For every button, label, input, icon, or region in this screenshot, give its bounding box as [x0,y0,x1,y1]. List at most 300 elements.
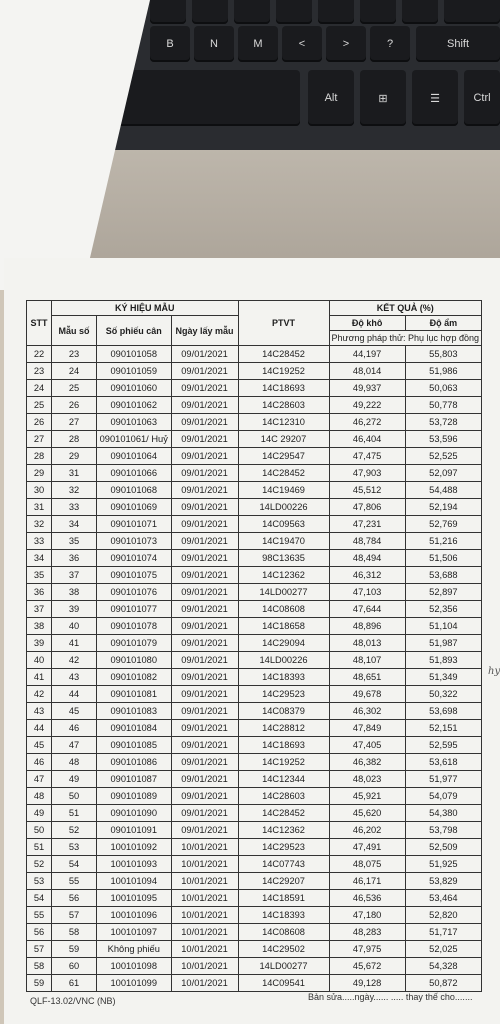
cell-ngay-lay-mau: 09/01/2021 [171,499,238,516]
cell-do-am: 53,688 [405,567,481,584]
table-row [27,924,482,941]
cell-so-phieu-can: 090101069 [97,499,172,516]
table-row [27,431,482,448]
cell-so-phieu-can: 090101068 [97,482,172,499]
cell-ngay-lay-mau: 09/01/2021 [171,822,238,839]
cell-mau-so: 41 [52,635,97,652]
cell-do-am: 51,349 [405,669,481,686]
cell-mau-so: 57 [52,907,97,924]
cell-stt: 38 [27,618,52,635]
cell-ptvt: 14C12362 [238,822,329,839]
cell-ptvt: 14LD00277 [238,584,329,601]
key-greater-than: > [326,26,366,62]
cell-do-kho: 47,180 [329,907,405,924]
cell-do-kho: 47,103 [329,584,405,601]
cell-do-kho: 49,128 [329,975,405,992]
cell-do-kho: 46,404 [329,431,405,448]
key-question: ? [370,26,410,62]
cell-stt: 26 [27,414,52,431]
cell-ngay-lay-mau: 10/01/2021 [171,975,238,992]
cell-ngay-lay-mau: 09/01/2021 [171,482,238,499]
cell-do-am: 50,322 [405,686,481,703]
cell-so-phieu-can: 090101063 [97,414,172,431]
cell-do-kho: 46,382 [329,754,405,771]
table-row [27,958,482,975]
cell-do-kho: 45,921 [329,788,405,805]
table-row [27,414,482,431]
cell-do-kho: 49,678 [329,686,405,703]
cell-ptvt: 14C12344 [238,771,329,788]
cell-so-phieu-can: 090101061/ Huỷ [97,431,172,448]
cell-ngay-lay-mau: 10/01/2021 [171,941,238,958]
cell-ptvt: 14C28603 [238,788,329,805]
cell-stt: 43 [27,703,52,720]
key-blank-6 [360,0,396,24]
cell-stt: 31 [27,499,52,516]
cell-so-phieu-can: 090101066 [97,465,172,482]
cell-do-kho: 44,197 [329,346,405,363]
cell-ngay-lay-mau: 10/01/2021 [171,890,238,907]
cell-ptvt: 14C19470 [238,533,329,550]
cell-so-phieu-can: 090101086 [97,754,172,771]
cell-do-am: 53,618 [405,754,481,771]
cell-mau-so: 23 [52,346,97,363]
cell-mau-so: 26 [52,397,97,414]
cell-ngay-lay-mau: 09/01/2021 [171,584,238,601]
cell-so-phieu-can: 090101077 [97,601,172,618]
cell-stt: 33 [27,533,52,550]
cell-so-phieu-can: 100101094 [97,873,172,890]
cell-do-am: 52,897 [405,584,481,601]
cell-ptvt: 14C18393 [238,907,329,924]
cell-stt: 51 [27,839,52,856]
cell-stt: 45 [27,737,52,754]
cell-mau-so: 39 [52,601,97,618]
table-row [27,397,482,414]
cell-so-phieu-can: 090101062 [97,397,172,414]
cell-stt: 53 [27,873,52,890]
cell-do-am: 54,328 [405,958,481,975]
cell-mau-so: 55 [52,873,97,890]
key-blank-3 [234,0,270,24]
cell-stt: 50 [27,822,52,839]
cell-do-kho: 48,023 [329,771,405,788]
cell-do-kho: 48,075 [329,856,405,873]
cell-mau-so: 28 [52,431,97,448]
header-do-am: Độ ẩm [405,316,481,331]
cell-do-am: 53,798 [405,822,481,839]
cell-do-kho: 46,312 [329,567,405,584]
cell-do-kho: 47,849 [329,720,405,737]
cell-stt: 59 [27,975,52,992]
table-row [27,754,482,771]
cell-stt: 46 [27,754,52,771]
cell-stt: 27 [27,431,52,448]
cell-do-kho: 48,651 [329,669,405,686]
cell-so-phieu-can: 090101078 [97,618,172,635]
table-row [27,584,482,601]
cell-so-phieu-can: 090101075 [97,567,172,584]
cell-do-kho: 47,644 [329,601,405,618]
cell-stt: 37 [27,601,52,618]
key-blank-7 [402,0,438,24]
cell-ngay-lay-mau: 09/01/2021 [171,618,238,635]
cell-mau-so: 38 [52,584,97,601]
table-row [27,516,482,533]
cell-do-kho: 46,272 [329,414,405,431]
cell-ptvt: 14C29094 [238,635,329,652]
cell-do-kho: 48,107 [329,652,405,669]
cell-so-phieu-can: 090101058 [97,346,172,363]
cell-ngay-lay-mau: 09/01/2021 [171,720,238,737]
cell-ptvt: 14C 29207 [238,431,329,448]
table-row [27,567,482,584]
cell-do-kho: 46,536 [329,890,405,907]
cell-stt: 41 [27,669,52,686]
cell-do-am: 50,063 [405,380,481,397]
cell-so-phieu-can: 090101074 [97,550,172,567]
cell-do-am: 53,596 [405,431,481,448]
cell-do-kho: 48,014 [329,363,405,380]
cell-do-am: 52,525 [405,448,481,465]
cell-do-kho: 48,283 [329,924,405,941]
table-row [27,465,482,482]
cell-ngay-lay-mau: 09/01/2021 [171,397,238,414]
cell-so-phieu-can: 100101096 [97,907,172,924]
cell-do-kho: 47,975 [329,941,405,958]
cell-so-phieu-can: 090101082 [97,669,172,686]
cell-do-am: 51,977 [405,771,481,788]
table-row [27,788,482,805]
cell-ngay-lay-mau: 09/01/2021 [171,635,238,652]
cell-ptvt: 14C28812 [238,720,329,737]
cell-so-phieu-can: 090101060 [97,380,172,397]
cell-stt: 52 [27,856,52,873]
cell-so-phieu-can: 100101095 [97,890,172,907]
cell-mau-so: 46 [52,720,97,737]
cell-ngay-lay-mau: 09/01/2021 [171,686,238,703]
cell-do-kho: 47,475 [329,448,405,465]
header-so-phieu-can: Số phiếu cân [97,316,172,346]
cell-so-phieu-can: 090101083 [97,703,172,720]
cell-do-kho: 45,620 [329,805,405,822]
cell-mau-so: 49 [52,771,97,788]
cell-do-am: 54,380 [405,805,481,822]
cell-do-kho: 47,405 [329,737,405,754]
cell-mau-so: 52 [52,822,97,839]
table-row [27,839,482,856]
cell-ngay-lay-mau: 09/01/2021 [171,669,238,686]
cell-do-am: 51,216 [405,533,481,550]
table-row [27,652,482,669]
table-row [27,941,482,958]
cell-mau-so: 47 [52,737,97,754]
table-row [27,856,482,873]
cell-do-am: 52,356 [405,601,481,618]
cell-stt: 24 [27,380,52,397]
cell-ptvt: 14C18693 [238,380,329,397]
cell-stt: 48 [27,788,52,805]
cell-do-kho: 48,013 [329,635,405,652]
cell-mau-so: 60 [52,958,97,975]
cell-ptvt: 14C19469 [238,482,329,499]
cell-stt: 39 [27,635,52,652]
table-row [27,363,482,380]
cell-do-kho: 47,491 [329,839,405,856]
cell-ngay-lay-mau: 09/01/2021 [171,431,238,448]
cell-do-am: 54,079 [405,788,481,805]
cell-stt: 56 [27,924,52,941]
cell-stt: 42 [27,686,52,703]
cell-stt: 54 [27,890,52,907]
cell-do-am: 52,194 [405,499,481,516]
table-row [27,669,482,686]
table-row [27,550,482,567]
table-row [27,346,482,363]
cell-so-phieu-can: 090101089 [97,788,172,805]
header-do-kho: Độ khô [329,316,405,331]
cell-stt: 32 [27,516,52,533]
cell-mau-so: 50 [52,788,97,805]
cell-do-am: 53,829 [405,873,481,890]
cell-mau-so: 35 [52,533,97,550]
cell-ptvt: 14C18393 [238,669,329,686]
cell-ngay-lay-mau: 09/01/2021 [171,448,238,465]
cell-do-am: 53,728 [405,414,481,431]
cell-ngay-lay-mau: 10/01/2021 [171,907,238,924]
cell-do-kho: 45,512 [329,482,405,499]
cell-stt: 44 [27,720,52,737]
cell-mau-so: 48 [52,754,97,771]
cell-ngay-lay-mau: 09/01/2021 [171,652,238,669]
cell-do-am: 53,464 [405,890,481,907]
cell-do-am: 54,488 [405,482,481,499]
cell-ngay-lay-mau: 09/01/2021 [171,788,238,805]
cell-mau-so: 24 [52,363,97,380]
cell-ngay-lay-mau: 09/01/2021 [171,703,238,720]
key-blank-5 [318,0,354,24]
cell-so-phieu-can: 090101080 [97,652,172,669]
sample-results-table [26,300,482,992]
cell-do-am: 51,506 [405,550,481,567]
header-stt: STT [27,301,52,346]
cell-ptvt: 14C18591 [238,890,329,907]
table-row [27,822,482,839]
cell-ngay-lay-mau: 09/01/2021 [171,805,238,822]
cell-ngay-lay-mau: 10/01/2021 [171,924,238,941]
cell-stt: 36 [27,584,52,601]
cell-ptvt: 14C28452 [238,346,329,363]
cell-ngay-lay-mau: 09/01/2021 [171,380,238,397]
cell-so-phieu-can: 100101092 [97,839,172,856]
cell-mau-so: 59 [52,941,97,958]
cell-do-kho: 47,903 [329,465,405,482]
cell-so-phieu-can: 100101093 [97,856,172,873]
cell-do-am: 52,769 [405,516,481,533]
keyboard-background [110,0,500,150]
key-n: N [194,26,234,62]
cell-ngay-lay-mau: 09/01/2021 [171,414,238,431]
cell-ptvt: 14LD00277 [238,958,329,975]
cell-so-phieu-can: 100101099 [97,975,172,992]
cell-ngay-lay-mau: 09/01/2021 [171,516,238,533]
table-row [27,533,482,550]
cell-do-am: 52,025 [405,941,481,958]
cell-mau-so: 45 [52,703,97,720]
header-ket-qua: KẾT QUẢ (%) [329,301,481,316]
key-space [110,70,300,126]
cell-mau-so: 54 [52,856,97,873]
cell-ptvt: 14C28452 [238,465,329,482]
cell-so-phieu-can: 090101073 [97,533,172,550]
cell-mau-so: 42 [52,652,97,669]
cell-do-kho: 45,672 [329,958,405,975]
table-row [27,448,482,465]
cell-ptvt: 14C12362 [238,567,329,584]
cell-mau-so: 44 [52,686,97,703]
cell-do-am: 50,872 [405,975,481,992]
cell-do-am: 52,151 [405,720,481,737]
cell-stt: 29 [27,465,52,482]
cell-so-phieu-can: 100101098 [97,958,172,975]
cell-ngay-lay-mau: 10/01/2021 [171,839,238,856]
document-sheet [4,258,500,1024]
cell-so-phieu-can: 090101064 [97,448,172,465]
cell-ptvt: 14C19252 [238,754,329,771]
header-phuong-phap: Phương pháp thử: Phụ lục hợp đồng [329,331,481,346]
cell-do-am: 51,717 [405,924,481,941]
cell-do-kho: 46,302 [329,703,405,720]
cell-ptvt: 98C13635 [238,550,329,567]
margin-handwritten-note: hy [488,666,500,677]
cell-mau-so: 53 [52,839,97,856]
cell-do-am: 50,778 [405,397,481,414]
cell-ptvt: 14C29523 [238,839,329,856]
cell-ptvt: 14C08608 [238,924,329,941]
table-row [27,635,482,652]
cell-so-phieu-can: 090101085 [97,737,172,754]
cell-so-phieu-can: 090101071 [97,516,172,533]
key-blank-4 [276,0,312,24]
cell-mau-so: 33 [52,499,97,516]
table-row [27,618,482,635]
key-blank-2 [192,0,228,24]
cell-do-am: 52,097 [405,465,481,482]
key-b: B [150,26,190,62]
table-row [27,380,482,397]
cell-do-kho: 48,494 [329,550,405,567]
cell-do-kho: 46,171 [329,873,405,890]
cell-do-am: 52,595 [405,737,481,754]
cell-ptvt: 14C18658 [238,618,329,635]
cell-so-phieu-can: Không phiếu [97,941,172,958]
cell-do-am: 51,925 [405,856,481,873]
cell-ngay-lay-mau: 10/01/2021 [171,856,238,873]
cell-do-am: 51,104 [405,618,481,635]
form-code: QLF-13.02/VNC (NB) [30,996,116,1006]
cell-ngay-lay-mau: 10/01/2021 [171,958,238,975]
cell-so-phieu-can: 100101097 [97,924,172,941]
cell-mau-so: 51 [52,805,97,822]
key-blank-1 [150,0,186,24]
cell-stt: 25 [27,397,52,414]
table-row [27,975,482,992]
cell-ngay-lay-mau: 09/01/2021 [171,771,238,788]
cell-mau-so: 25 [52,380,97,397]
cell-do-kho: 48,896 [329,618,405,635]
cell-ngay-lay-mau: 09/01/2021 [171,363,238,380]
cell-mau-so: 36 [52,550,97,567]
table-body [27,346,482,992]
cell-stt: 28 [27,448,52,465]
cell-do-am: 52,509 [405,839,481,856]
cell-ptvt: 14LD00226 [238,652,329,669]
cell-mau-so: 32 [52,482,97,499]
cell-mau-so: 56 [52,890,97,907]
table-row [27,907,482,924]
cell-ngay-lay-mau: 09/01/2021 [171,346,238,363]
cell-stt: 35 [27,567,52,584]
key-alt: Alt [308,70,354,126]
table-row [27,601,482,618]
cell-so-phieu-can: 090101059 [97,363,172,380]
cell-ptvt: 14C19252 [238,363,329,380]
cell-ptvt: 14C28603 [238,397,329,414]
cell-ptvt: 14C29502 [238,941,329,958]
table-row [27,771,482,788]
cell-do-kho: 47,806 [329,499,405,516]
cell-mau-so: 58 [52,924,97,941]
cell-do-am: 52,820 [405,907,481,924]
cell-ptvt: 14C08379 [238,703,329,720]
cell-do-am: 51,986 [405,363,481,380]
cell-mau-so: 34 [52,516,97,533]
cell-stt: 47 [27,771,52,788]
cell-stt: 30 [27,482,52,499]
cell-ptvt: 14C08608 [238,601,329,618]
cell-mau-so: 61 [52,975,97,992]
header-mau-so: Mẫu số [52,316,97,346]
cell-so-phieu-can: 090101081 [97,686,172,703]
key-ctrl: Ctrl [464,70,500,126]
cell-mau-so: 40 [52,618,97,635]
cell-ngay-lay-mau: 09/01/2021 [171,601,238,618]
key-shift: Shift [416,26,500,62]
header-ky-hieu-mau: KÝ HIỆU MẪU [52,301,239,316]
cell-do-am: 53,698 [405,703,481,720]
cell-ptvt: 14C09563 [238,516,329,533]
cell-mau-so: 31 [52,465,97,482]
cell-do-am: 51,893 [405,652,481,669]
table-row [27,805,482,822]
cell-ngay-lay-mau: 10/01/2021 [171,873,238,890]
cell-stt: 34 [27,550,52,567]
cell-ptvt: 14LD00226 [238,499,329,516]
cell-ptvt: 14C29547 [238,448,329,465]
cell-so-phieu-can: 090101091 [97,822,172,839]
cell-do-kho: 48,784 [329,533,405,550]
cell-do-kho: 47,231 [329,516,405,533]
cell-mau-so: 27 [52,414,97,431]
key-m: M [238,26,278,62]
cell-do-kho: 49,222 [329,397,405,414]
table-row [27,686,482,703]
table-row [27,482,482,499]
table-row [27,737,482,754]
cell-ngay-lay-mau: 09/01/2021 [171,567,238,584]
cell-ptvt: 14C18693 [238,737,329,754]
cell-ptvt: 14C07743 [238,856,329,873]
